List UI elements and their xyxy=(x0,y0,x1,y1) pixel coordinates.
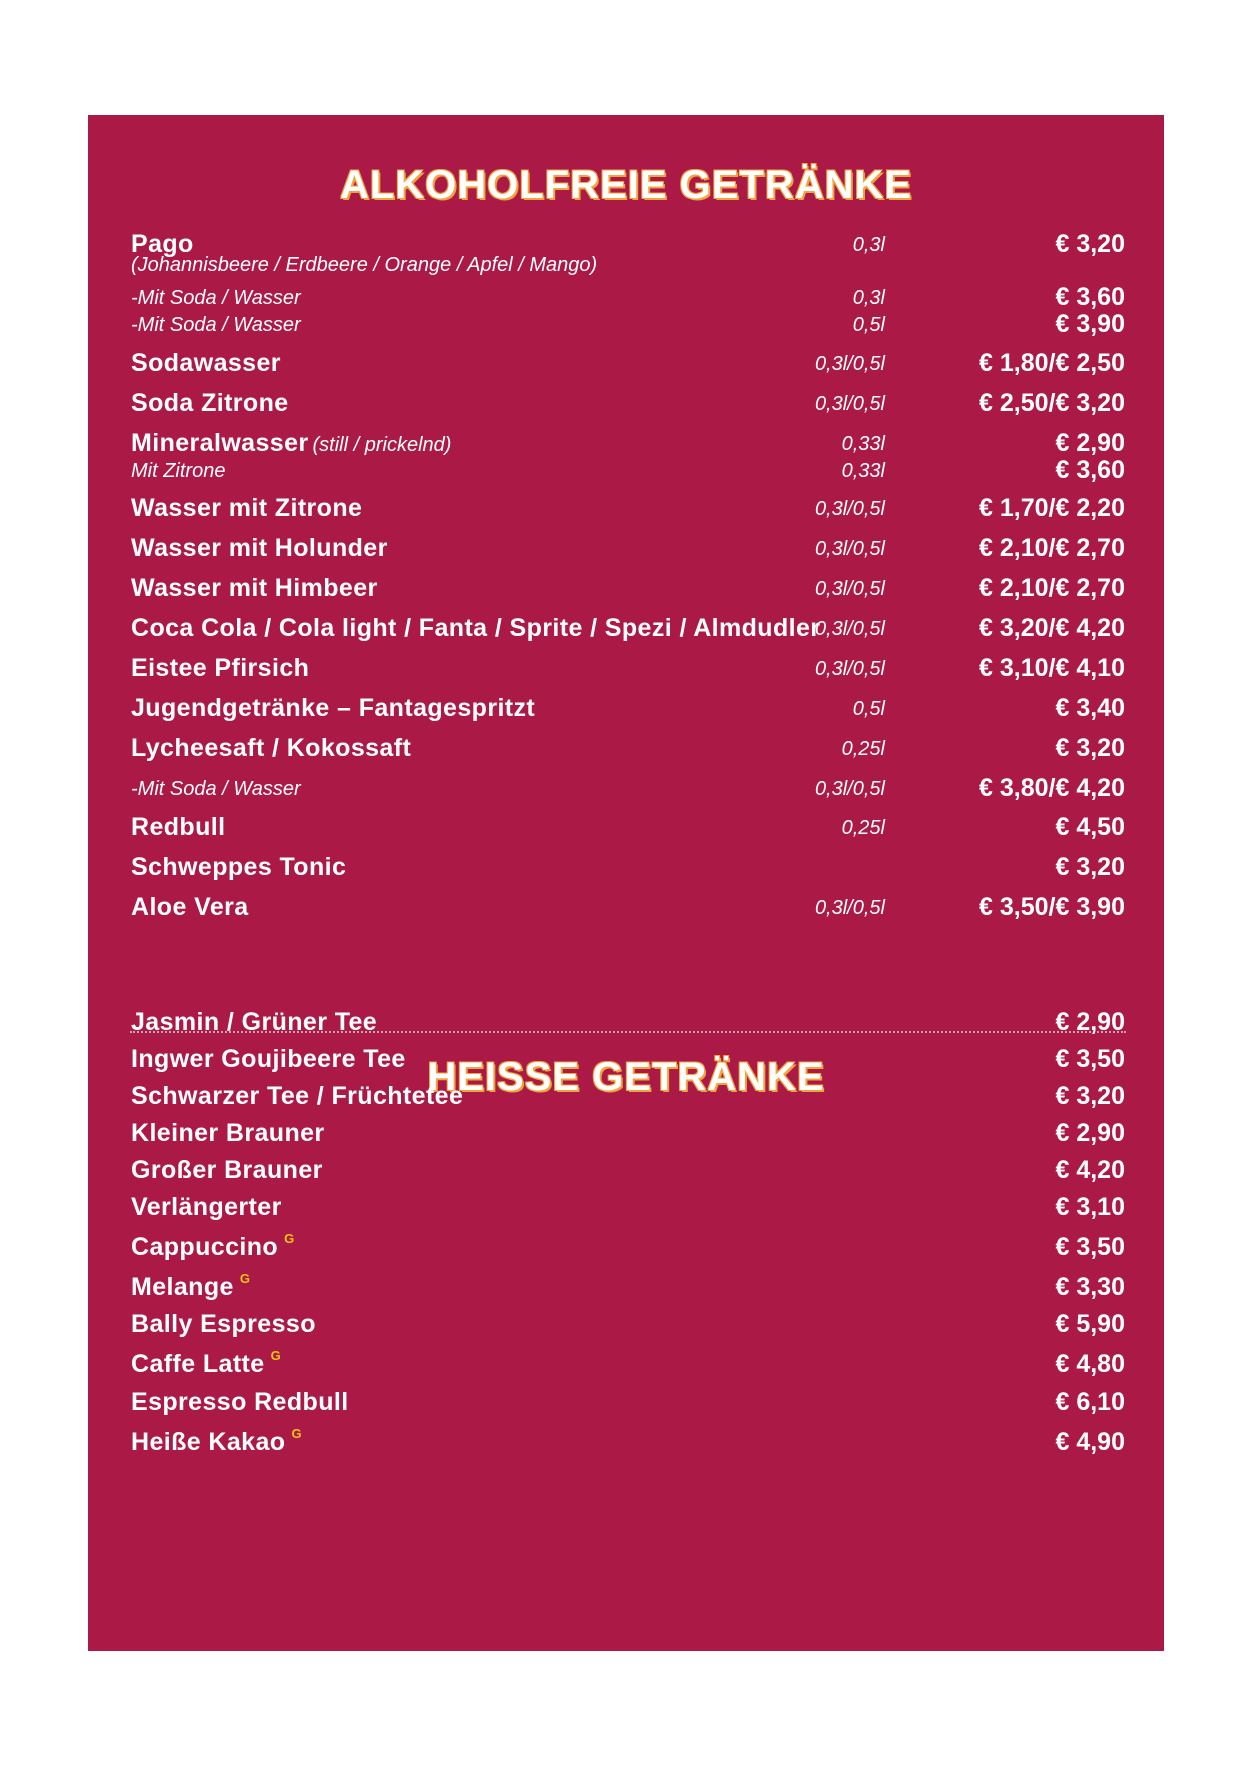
menu-item xyxy=(131,1306,1125,1340)
item-size: 0,3l xyxy=(852,287,885,309)
item-name: Cappuccino $^G$ xyxy=(131,1231,295,1261)
item-price: € 3,30 xyxy=(1055,1273,1125,1301)
item-name: Melange $^G$ xyxy=(131,1271,251,1301)
item-price: € 3,60 xyxy=(1055,283,1125,311)
item-size: 0,3l/0,5l xyxy=(814,498,885,520)
item-size: 0,3l/0,5l xyxy=(814,353,885,375)
item-price: € 4,20 xyxy=(1055,1156,1125,1184)
item-price: € 4,90 xyxy=(1055,1428,1125,1456)
item-price: € 3,10/€ 4,10 xyxy=(979,654,1125,682)
menu-item xyxy=(131,1041,1125,1075)
item-marker: G xyxy=(270,1348,282,1363)
item-price: € 3,80/€ 4,20 xyxy=(979,774,1125,802)
item-price: € 2,90 xyxy=(1055,1119,1125,1147)
item-price: € 2,50/€ 3,20 xyxy=(979,389,1125,417)
item-size: 0,3l/0,5l xyxy=(814,658,885,680)
section-title-cold: ALKOHOLFREIE GETRÄNKE xyxy=(339,163,913,207)
menu-item xyxy=(131,889,1125,923)
item-name: Verlängerter xyxy=(131,1193,282,1221)
item-size: 0,3l xyxy=(852,234,885,256)
item-name: Schwarzer Tee / Früchtetee xyxy=(131,1082,464,1110)
item-name: Mit Zitrone xyxy=(131,460,226,482)
menu-item xyxy=(131,345,1125,379)
item-size: 0,25l xyxy=(841,738,885,760)
item-size: 0,3l/0,5l xyxy=(814,778,885,800)
item-size: 0,3l/0,5l xyxy=(814,897,885,919)
menu-item xyxy=(131,1152,1125,1186)
item-size: 0,3l/0,5l xyxy=(814,538,885,560)
item-marker: G xyxy=(291,1426,302,1441)
menu-item xyxy=(131,770,1125,804)
item-name: -Mit Soda / Wasser xyxy=(131,314,301,336)
menu-item xyxy=(131,1424,1125,1458)
item-name: Soda Zitrone xyxy=(131,389,289,417)
menu-item xyxy=(131,1229,1125,1263)
menu-item xyxy=(131,1078,1125,1112)
item-price: € 3,20/€ 4,20 xyxy=(979,614,1125,642)
item-name: Caffe Latte $^G$ xyxy=(131,1348,282,1378)
item-price: € 3,10 xyxy=(1055,1193,1125,1221)
menu-item xyxy=(131,730,1125,764)
menu-item xyxy=(131,650,1125,684)
item-name: Heiße Kakao $^G$ xyxy=(131,1426,302,1456)
menu-item xyxy=(131,849,1125,883)
item-name: Bally Espresso xyxy=(131,1310,316,1338)
menu-item xyxy=(131,1004,1125,1038)
menu-item xyxy=(131,690,1125,724)
item-marker: G xyxy=(239,1271,251,1286)
item-name: Sodawasser xyxy=(131,349,281,377)
item-size: 0,5l xyxy=(852,314,885,336)
item-size: 0,3l/0,5l xyxy=(814,393,885,415)
item-name: Jugendgetränke – Fantagespritzt xyxy=(131,694,536,722)
item-price: € 3,20 xyxy=(1055,230,1125,258)
menu-item-sub xyxy=(131,306,1125,340)
menu-panel xyxy=(88,115,1164,1651)
item-size: 0,33l xyxy=(841,460,885,482)
item-price: € 1,70/€ 2,20 xyxy=(979,494,1125,522)
item-name: Wasser mit Zitrone xyxy=(131,494,363,522)
menu-item xyxy=(131,1346,1125,1380)
item-price: € 2,10/€ 2,70 xyxy=(979,574,1125,602)
item-name: Lycheesaft / Kokossaft xyxy=(131,734,412,762)
item-price: € 3,90 xyxy=(1055,310,1125,338)
item-price: € 2,90 xyxy=(1055,429,1125,457)
item-name: Redbull xyxy=(131,813,226,841)
item-name: Wasser mit Holunder xyxy=(131,534,388,562)
menu-item xyxy=(131,570,1125,604)
section-title-hot: HEISSE GETRÄNKE xyxy=(427,1055,825,1099)
item-price: € 4,80 xyxy=(1055,1350,1125,1378)
item-name: Schweppes Tonic xyxy=(131,853,347,881)
item-price: € 6,10 xyxy=(1055,1388,1125,1416)
item-name: Pago xyxy=(131,230,194,258)
menu-item xyxy=(131,490,1125,524)
item-size: 0,25l xyxy=(841,817,885,839)
menu-item xyxy=(131,1384,1125,1418)
item-price: € 3,20 xyxy=(1055,853,1125,881)
item-price: € 5,90 xyxy=(1055,1310,1125,1338)
item-name: Espresso Redbull xyxy=(131,1388,349,1416)
item-name: Großer Brauner xyxy=(131,1156,323,1184)
item-name: Kleiner Brauner xyxy=(131,1119,325,1147)
menu-item xyxy=(131,385,1125,419)
item-price: € 2,10/€ 2,70 xyxy=(979,534,1125,562)
item-price: € 4,50 xyxy=(1055,813,1125,841)
item-price: € 3,50/€ 3,90 xyxy=(979,893,1125,921)
item-name: -Mit Soda / Wasser xyxy=(131,287,301,309)
item-name: Wasser mit Himbeer xyxy=(131,574,378,602)
item-name: Ingwer Goujibeere Tee xyxy=(131,1045,406,1073)
item-name: Eistee Pfirsich xyxy=(131,654,310,682)
item-marker: G xyxy=(284,1231,295,1246)
item-price: € 1,80/€ 2,50 xyxy=(979,349,1125,377)
item-price: € 3,40 xyxy=(1055,694,1125,722)
menu-item xyxy=(131,530,1125,564)
flavor-list: (Johannisbeere / Erdbeere / Orange / Apfel / Mango) xyxy=(131,254,598,276)
item-price: € 2,90 xyxy=(1055,1008,1125,1036)
item-name: Aloe Vera xyxy=(131,893,249,921)
item-name: -Mit Soda / Wasser xyxy=(131,778,301,800)
menu-item xyxy=(131,809,1125,843)
item-size: 0,3l/0,5l xyxy=(814,578,885,600)
item-note: (still / prickelnd) xyxy=(312,434,452,456)
item-size: 0,33l xyxy=(841,433,885,455)
item-price: € 3,60 xyxy=(1055,456,1125,484)
menu-item xyxy=(131,1115,1125,1149)
item-price: € 3,50 xyxy=(1055,1045,1125,1073)
menu-item-sub xyxy=(131,452,1125,486)
item-price: € 3,20 xyxy=(1055,734,1125,762)
item-size: 0,5l xyxy=(852,698,885,720)
item-name: Mineralwasser (still / prickelnd) xyxy=(131,429,452,457)
item-price: € 3,20 xyxy=(1055,1082,1125,1110)
item-name: Jasmin / Grüner Tee xyxy=(131,1008,378,1036)
item-size: 0,3l/0,5l xyxy=(814,618,885,640)
menu-item xyxy=(131,1269,1125,1303)
item-price: € 3,50 xyxy=(1055,1233,1125,1261)
item-name: Coca Cola / Cola light / Fanta / Sprite / Spezi / Almdudler xyxy=(131,614,821,642)
menu-item xyxy=(131,1189,1125,1223)
menu-item xyxy=(131,610,1125,644)
